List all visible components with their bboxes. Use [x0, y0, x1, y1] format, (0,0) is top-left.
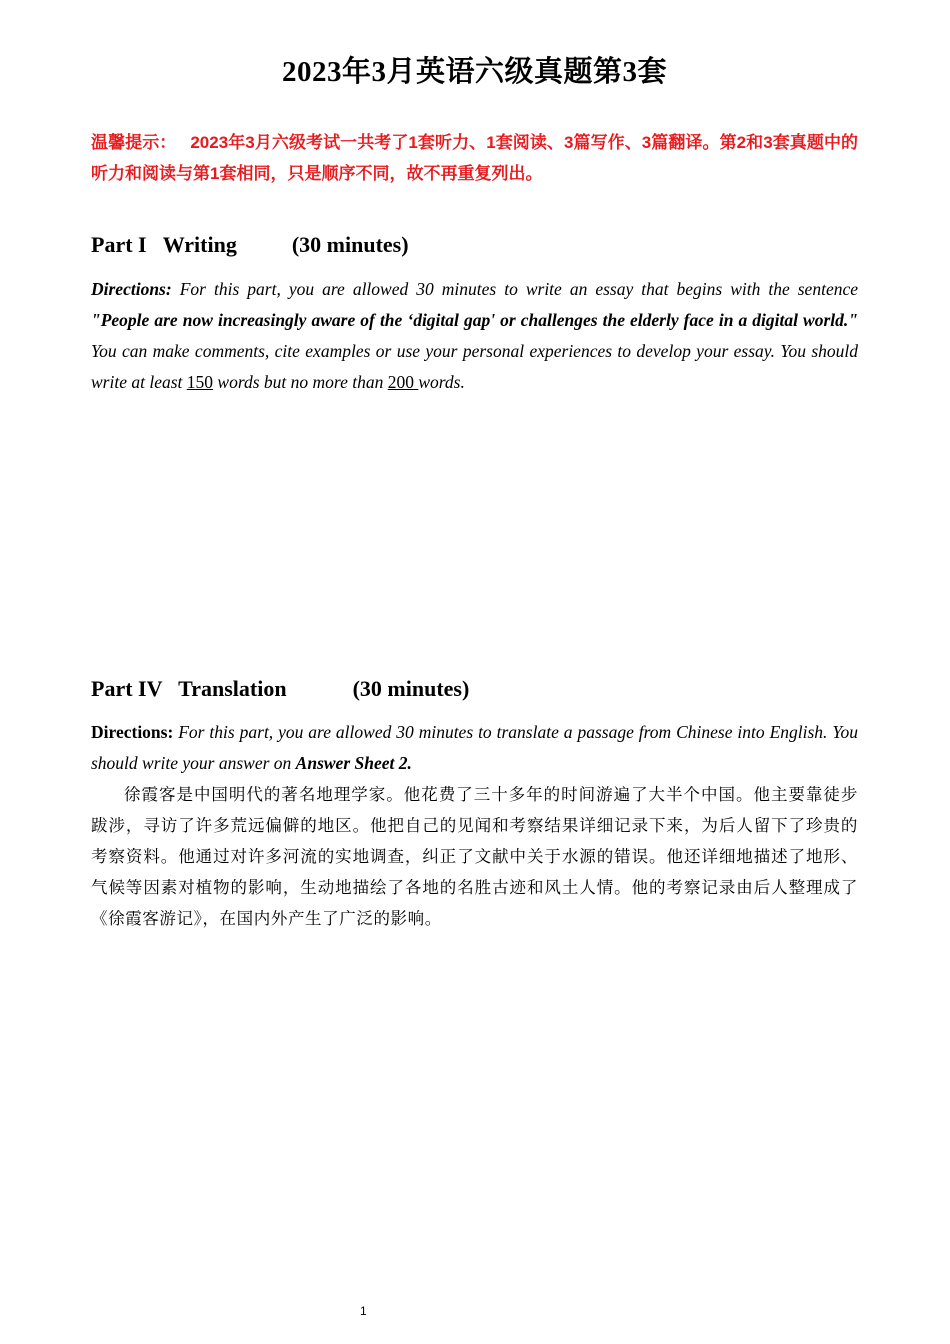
page-number: 1 [360, 1304, 367, 1318]
part4-time: (30 minutes) [352, 676, 470, 701]
page-title: 2023年3月英语六级真题第3套 [281, 56, 667, 88]
part1-directions-text-1: For this part, you are allowed 30 minutes to write an essay that begins with the sentence [171, 279, 858, 299]
part1-directions-text-2: You can make comments, cite examples or use your personal experiences to develop your essay. You should write at least [91, 341, 858, 392]
part1-directions-text-4: words. [418, 372, 465, 392]
part1-max-words: 200 [387, 372, 419, 392]
part4-directions [91, 717, 858, 779]
part1-essay-sentence: "People are now increasingly aware of the ‘digital gap' or challenges the elderly face in a digital world." [91, 310, 858, 330]
tip-text: 2023年3月六级考试一共考了1套听力、1套阅读、3篇写作、3篇翻译。第2和3套真题中的听力和阅读与第1套相同，只是顺序不同，故不再重复列出。 [91, 133, 859, 183]
part1-directions-text-3: words but no more than [213, 372, 388, 392]
part4-heading [91, 674, 858, 704]
part1-directions-label: Directions: [91, 279, 172, 299]
part4-name: Part IV Translation [91, 676, 287, 701]
part1-time: (30 minutes) [291, 232, 409, 257]
notice-tip [91, 127, 858, 189]
part1-heading [91, 230, 858, 260]
tip-label: 温馨提示： [91, 133, 177, 152]
part1-directions [91, 274, 858, 398]
part1-min-words: 150 [186, 372, 214, 392]
part4-directions-label: Directions: [91, 722, 174, 742]
translation-passage: 徐霞客是中国明代的著名地理学家。他花费了三十多年的时间游遍了大半个中国。他主要靠徒步跋涉，寻访了许多荒远偏僻的地区。他把自己的见闻和考察结果详细记录下来，为后人留下了珍贵的考察资料。他通过对许多河流的实地调查，纠正了文献中关于水源的错误。他还详细地描述了地形、气候等因素对植物的影响，生动地描绘了各地的名胜古迹和风土人情。他的考察记录由后人整理成了《徐霞客游记》，在国内外产生了广泛的影响。 [91, 785, 858, 928]
part4-answer-sheet: Answer Sheet 2. [295, 753, 412, 773]
part1-name: Part I Writing [91, 232, 237, 257]
part4-directions-text: For this part, you are allowed 30 minutes to translate a passage from Chinese into English. You should write your answer on [91, 722, 858, 773]
